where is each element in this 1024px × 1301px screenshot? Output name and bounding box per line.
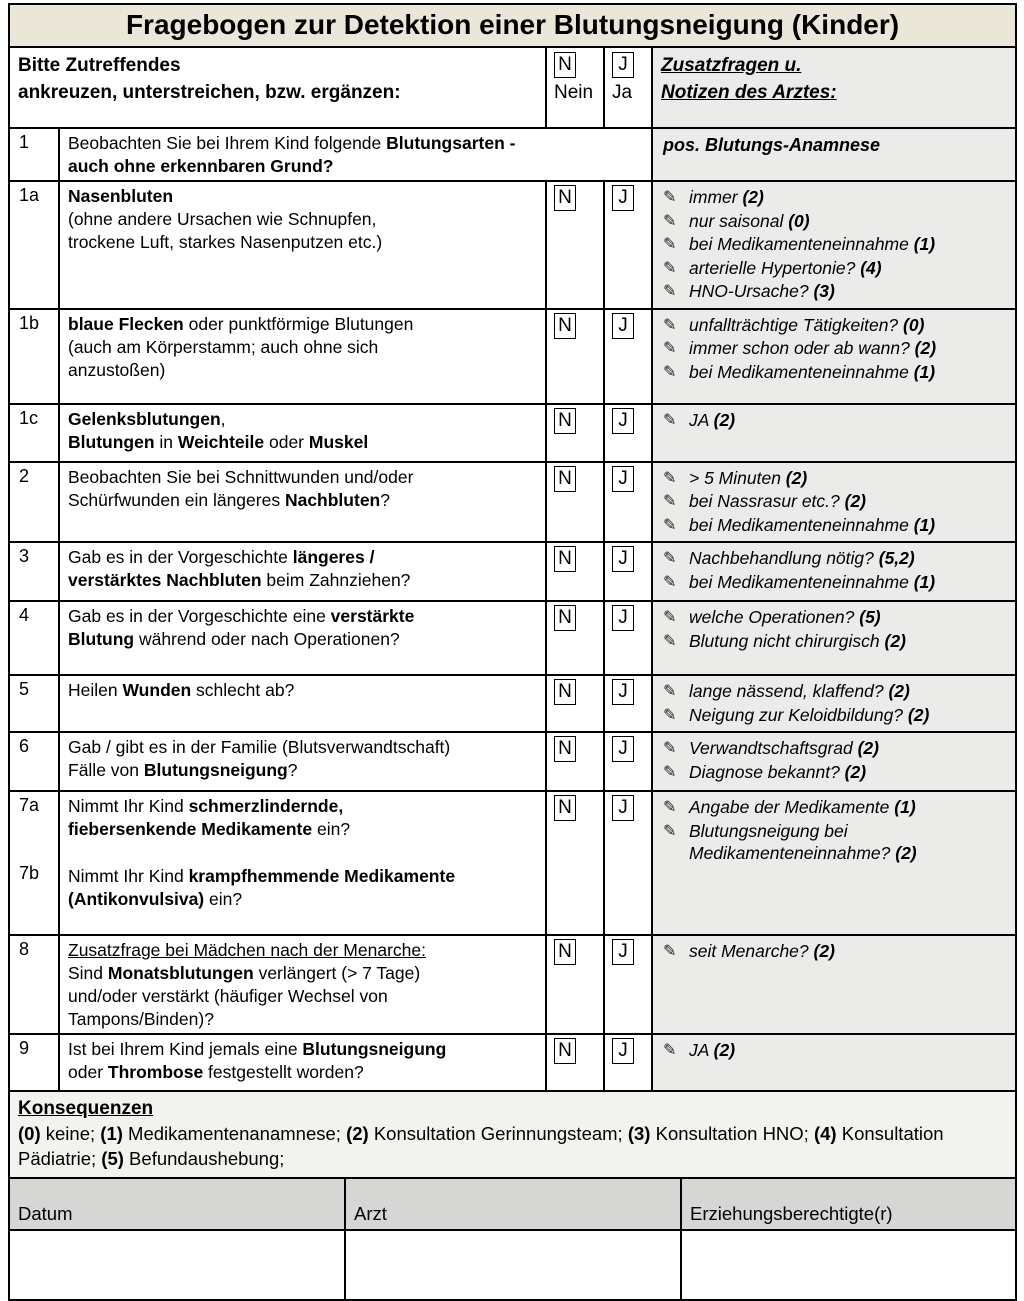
yes-checkbox-cell [604, 181, 652, 309]
question-text: Heilen Wunden schlecht ab? [59, 675, 546, 732]
question-number: 3 [9, 542, 59, 601]
yes-checkbox-cell [604, 404, 652, 462]
no-checkbox[interactable]: N [554, 736, 576, 762]
question-text: Beobachten Sie bei Ihrem Kind folgende Blutungsarten - auch ohne erkennbaren Grund? [59, 128, 652, 181]
doctor-notes [652, 732, 1016, 791]
no-checkbox[interactable]: N [554, 466, 576, 492]
yes-checkbox-cell [604, 1034, 652, 1091]
question-text: Nasenbluten (ohne andere Ursachen wie Schnupfen, trockene Luft, starkes Nasenputzen etc.) [59, 181, 546, 309]
no-checkbox-legend: N [554, 52, 576, 78]
no-checkbox[interactable]: N [554, 939, 576, 965]
note-text: JA (2) [689, 1040, 736, 1060]
questionnaire-table [8, 3, 1017, 1179]
no-checkbox-cell [546, 309, 604, 404]
pencil-icon: ✎ [663, 822, 677, 840]
yes-checkbox[interactable]: J [612, 605, 634, 631]
note-consequence-code: (5) [859, 607, 881, 627]
pencil-icon: ✎ [663, 283, 677, 300]
yes-checkbox-cell [604, 732, 652, 791]
pencil-icon: ✎ [663, 340, 677, 357]
note-item [661, 186, 1011, 210]
note-text: bei Medikamenteneinnahme (1) [689, 514, 936, 535]
note-item [661, 704, 1011, 728]
note-text: Angabe der Medikamente (1) [689, 797, 916, 817]
note-item [661, 606, 1011, 630]
note-item [661, 1039, 1011, 1063]
no-checkbox-cell [546, 462, 604, 543]
pencil-icon: ✎ [663, 573, 677, 591]
yes-checkbox-legend: J [612, 52, 634, 78]
pencil-icon: ✎ [663, 609, 677, 626]
consequence-code: (4) [813, 1123, 837, 1144]
question-row [9, 1034, 1016, 1091]
note-item [661, 257, 1011, 281]
no-checkbox[interactable]: N [554, 1038, 576, 1064]
question-text: Gelenksblutungen, Blutungen in Weichteile oder Muskel [59, 404, 546, 462]
doctor-notes [652, 309, 1016, 404]
note-consequence-code: (0) [788, 210, 810, 231]
consequences-row [9, 1091, 1016, 1178]
note-item [661, 514, 1011, 538]
question-number: 8 [9, 935, 59, 1034]
no-checkbox[interactable]: N [554, 313, 576, 339]
note-text: > 5 Minuten (2) [689, 467, 808, 488]
note-consequence-code: (1) [913, 571, 936, 592]
note-consequence-code: (2) [844, 761, 867, 782]
yes-checkbox[interactable]: J [612, 546, 634, 572]
note-item [661, 210, 1011, 234]
yes-checkbox[interactable]: J [612, 185, 634, 211]
pencil-icon: ✎ [663, 259, 677, 277]
question-row [9, 935, 1016, 1034]
doctor-notes [652, 675, 1016, 732]
signature-table [8, 1177, 1017, 1301]
note-text: HNO-Ursache? (3) [689, 281, 835, 301]
yes-checkbox-cell [604, 601, 652, 675]
question-row [9, 404, 1016, 462]
yes-checkbox[interactable]: J [612, 466, 634, 492]
note-item [661, 280, 1011, 304]
note-consequence-code: (2) [844, 491, 867, 511]
pencil-icon: ✎ [663, 706, 677, 724]
note-text: arterielle Hypertonie? (4) [689, 257, 882, 278]
note-item [661, 820, 1011, 865]
yes-checkbox[interactable]: J [612, 408, 634, 434]
note-consequence-code: (2) [713, 1040, 736, 1060]
note-item [661, 409, 1011, 433]
consequence-code: (0) [18, 1123, 41, 1144]
notes-heading: pos. Blutungs-Anamnese [663, 135, 881, 155]
question-row [9, 309, 1016, 404]
note-item [661, 630, 1011, 654]
consequence-code: (2) [346, 1123, 369, 1144]
note-consequence-code: (2) [914, 338, 937, 358]
question-number: 9 [9, 1034, 59, 1091]
no-checkbox-cell [546, 791, 604, 935]
signature-header-row [9, 1178, 1016, 1230]
question-row [9, 462, 1016, 543]
pencil-icon: ✎ [663, 683, 677, 700]
yes-checkbox[interactable]: J [612, 795, 634, 821]
question-number: 2 [9, 462, 59, 543]
note-item [661, 796, 1011, 820]
note-consequence-code: (1) [913, 234, 936, 254]
consequences-section [9, 1091, 1016, 1178]
no-checkbox[interactable]: N [554, 679, 576, 705]
note-consequence-code: (2) [907, 704, 930, 725]
yes-checkbox-cell [604, 462, 652, 543]
question-number: 5 [9, 675, 59, 732]
note-consequence-code: (2) [857, 738, 879, 758]
note-item [661, 314, 1011, 338]
note-text: Blutungsneigung bei Medikamenteneinnahme? (2) [689, 820, 917, 863]
yes-checkbox-cell [604, 675, 652, 732]
pencil-icon: ✎ [663, 632, 677, 650]
note-text: Nachbehandlung nötig? (5,2) [689, 548, 915, 568]
note-consequence-code: (2) [742, 187, 764, 207]
pencil-icon: ✎ [663, 236, 677, 253]
no-checkbox-cell [546, 1034, 604, 1091]
question-text: blaue Flecken oder punktförmige Blutungen (auch am Körperstamm; auch ohne sich anzustoßen) [59, 309, 546, 404]
yes-checkbox[interactable]: J [612, 939, 634, 965]
yes-column-header [604, 47, 652, 128]
yes-checkbox-cell [604, 791, 652, 935]
note-text: bei Medikamenteneinnahme (1) [689, 361, 936, 382]
note-consequence-code: (2) [785, 467, 808, 488]
question-text: Gab / gibt es in der Familie (Blutsverwandtschaft) Fälle von Blutungsneigung? [59, 732, 546, 791]
no-checkbox-cell [546, 601, 604, 675]
note-text: nur saisonal (0) [689, 210, 810, 231]
doctor-notes [652, 1034, 1016, 1091]
question-row [9, 542, 1016, 601]
no-checkbox-cell [546, 675, 604, 732]
question-text: Zusatzfrage bei Mädchen nach der Menarche: Sind Monatsblutungen verlängert (> 7 Tage) und/oder verstärkt (häufiger Wechsel von Tampons/Binden)? [59, 935, 546, 1034]
note-item [661, 467, 1011, 491]
question-row [9, 791, 1016, 935]
yes-checkbox-cell [604, 542, 652, 601]
note-text: immer (2) [689, 187, 764, 207]
doctor-notes [652, 404, 1016, 462]
consequence-code: (3) [627, 1123, 651, 1144]
note-text: seit Menarche? (2) [689, 941, 835, 961]
pencil-icon: ✎ [663, 763, 677, 781]
pencil-icon: ✎ [663, 740, 677, 757]
note-text: Verwandtschaftsgrad (2) [689, 738, 879, 758]
pencil-icon: ✎ [663, 316, 677, 334]
note-text: unfallträchtige Tätigkeiten? (0) [689, 314, 925, 335]
note-text: lange nässend, klaffend? (2) [689, 681, 910, 701]
note-item [661, 761, 1011, 785]
signature-field-arzt[interactable] [345, 1230, 681, 1300]
question-row [9, 601, 1016, 675]
note-consequence-code: (2) [884, 630, 906, 651]
notes-column-header [652, 47, 1016, 128]
note-text: bei Medikamenteneinnahme (1) [689, 571, 936, 592]
note-item [661, 571, 1011, 595]
consequences-title: Konsequenzen [18, 1098, 154, 1119]
signature-col-datum: Datum [9, 1178, 345, 1230]
consequence-code: (1) [100, 1123, 123, 1144]
question-number: 7a 7b [9, 791, 59, 935]
yes-label: Ja [612, 82, 633, 103]
note-text: Blutung nicht chirurgisch (2) [689, 630, 906, 651]
note-consequence-code: (2) [895, 843, 917, 863]
yes-checkbox[interactable]: J [612, 679, 634, 705]
pencil-icon: ✎ [663, 363, 677, 381]
note-item [661, 680, 1011, 704]
no-checkbox[interactable]: N [554, 408, 576, 434]
signature-field-erziehungsberechtigte[interactable] [681, 1230, 1016, 1300]
consequence-code: (5) [101, 1148, 124, 1169]
instruction-text: Bitte Zutreffendes ankreuzen, unterstreichen, bzw. ergänzen: [9, 47, 546, 128]
yes-checkbox[interactable]: J [612, 736, 634, 762]
note-consequence-code: (2) [813, 941, 835, 961]
pencil-icon: ✎ [663, 516, 677, 534]
column-header-row [9, 47, 1016, 128]
no-checkbox-cell [546, 542, 604, 601]
notes-header-line2: Notizen des Arztes: [661, 82, 837, 103]
no-column-header [546, 47, 604, 128]
note-item [661, 940, 1011, 964]
no-checkbox-cell [546, 732, 604, 791]
no-checkbox[interactable]: N [554, 795, 576, 821]
note-consequence-code: (2) [713, 409, 736, 430]
pencil-icon: ✎ [663, 493, 677, 510]
note-item [661, 361, 1011, 385]
yes-checkbox-cell [604, 309, 652, 404]
note-text: Diagnose bekannt? (2) [689, 761, 867, 782]
doctor-notes [652, 601, 1016, 675]
no-checkbox[interactable]: N [554, 546, 576, 572]
pencil-icon: ✎ [663, 469, 677, 487]
doctor-notes [652, 181, 1016, 309]
note-consequence-code: (1) [894, 797, 916, 817]
consequences-legend: (0) keine; (1) Medikamentenanamnese; (2) Konsultation Gerinnungsteam; (3) Konsultation HNO; (4) Konsultation Pädiatrie; (5) Befundaushebung; [18, 1123, 944, 1169]
note-consequence-code: (3) [813, 281, 835, 301]
no-checkbox[interactable]: N [554, 185, 576, 211]
question-row [9, 675, 1016, 732]
note-text: JA (2) [689, 409, 736, 430]
no-checkbox[interactable]: N [554, 605, 576, 631]
signature-input-row [9, 1230, 1016, 1300]
signature-field-datum[interactable] [9, 1230, 345, 1300]
yes-checkbox[interactable]: J [612, 1038, 634, 1064]
yes-checkbox-cell [604, 935, 652, 1034]
question-number: 1b [9, 309, 59, 404]
no-label: Nein [554, 82, 594, 103]
pencil-icon: ✎ [663, 189, 677, 206]
pencil-icon: ✎ [663, 799, 677, 816]
question-text: Gab es in der Vorgeschichte längeres / verstärktes Nachbluten beim Zahnziehen? [59, 542, 546, 601]
question-number: 6 [9, 732, 59, 791]
signature-col-arzt: Arzt [345, 1178, 681, 1230]
no-checkbox-cell [546, 404, 604, 462]
doctor-notes [652, 935, 1016, 1034]
note-consequence-code: (1) [913, 514, 936, 535]
question-text: Ist bei Ihrem Kind jemals eine Blutungsneigung oder Thrombose festgestellt worden? [59, 1034, 546, 1091]
pencil-icon: ✎ [663, 1042, 677, 1059]
note-item [661, 490, 1011, 514]
question-number: 4 [9, 601, 59, 675]
question-text: Beobachten Sie bei Schnittwunden und/oder Schürfwunden ein längeres Nachbluten? [59, 462, 546, 543]
form-title: Fragebogen zur Detektion einer Blutungsneigung (Kinder) [9, 4, 1016, 47]
question-row [9, 181, 1016, 309]
note-text: immer schon oder ab wann? (2) [689, 338, 937, 358]
question-rows [9, 128, 1016, 1091]
note-consequence-code: (0) [903, 314, 925, 335]
no-checkbox-cell [546, 935, 604, 1034]
doctor-notes [652, 462, 1016, 543]
note-item [661, 337, 1011, 361]
note-text: bei Nassrasur etc.? (2) [689, 491, 867, 511]
note-item [661, 737, 1011, 761]
signature-col-erziehungsberechtigte: Erziehungsberechtigte(r) [681, 1178, 1016, 1230]
doctor-notes [652, 128, 1016, 181]
question-row [9, 128, 1016, 181]
doctor-notes [652, 542, 1016, 601]
note-consequence-code: (1) [913, 361, 936, 382]
note-item [661, 547, 1011, 571]
question-number: 1 [9, 128, 59, 181]
note-consequence-code: (4) [860, 257, 882, 278]
note-text: bei Medikamenteneinnahme (1) [689, 234, 936, 254]
question-number: 1a [9, 181, 59, 309]
note-item [661, 233, 1011, 257]
question-number: 1c [9, 404, 59, 462]
question-text: Nimmt Ihr Kind schmerzlindernde, fiebersenkende Medikamente ein? Nimmt Ihr Kind krampfhemmende Medikamente (Antikonvulsiva) ein? [59, 791, 546, 935]
no-checkbox-cell [546, 181, 604, 309]
note-consequence-code: (5,2) [878, 548, 915, 568]
pencil-icon: ✎ [663, 212, 677, 230]
pencil-icon: ✎ [663, 943, 677, 960]
notes-header-line1: Zusatzfragen u. [661, 55, 802, 76]
title-row [9, 4, 1016, 47]
question-row [9, 732, 1016, 791]
doctor-notes [652, 791, 1016, 935]
pencil-icon: ✎ [663, 550, 677, 567]
note-consequence-code: (2) [888, 681, 910, 701]
question-text: Gab es in der Vorgeschichte eine verstärkte Blutung während oder nach Operationen? [59, 601, 546, 675]
note-text: Neigung zur Keloidbildung? (2) [689, 704, 930, 725]
note-text: welche Operationen? (5) [689, 607, 881, 627]
yes-checkbox[interactable]: J [612, 313, 634, 339]
pencil-icon: ✎ [663, 411, 677, 429]
